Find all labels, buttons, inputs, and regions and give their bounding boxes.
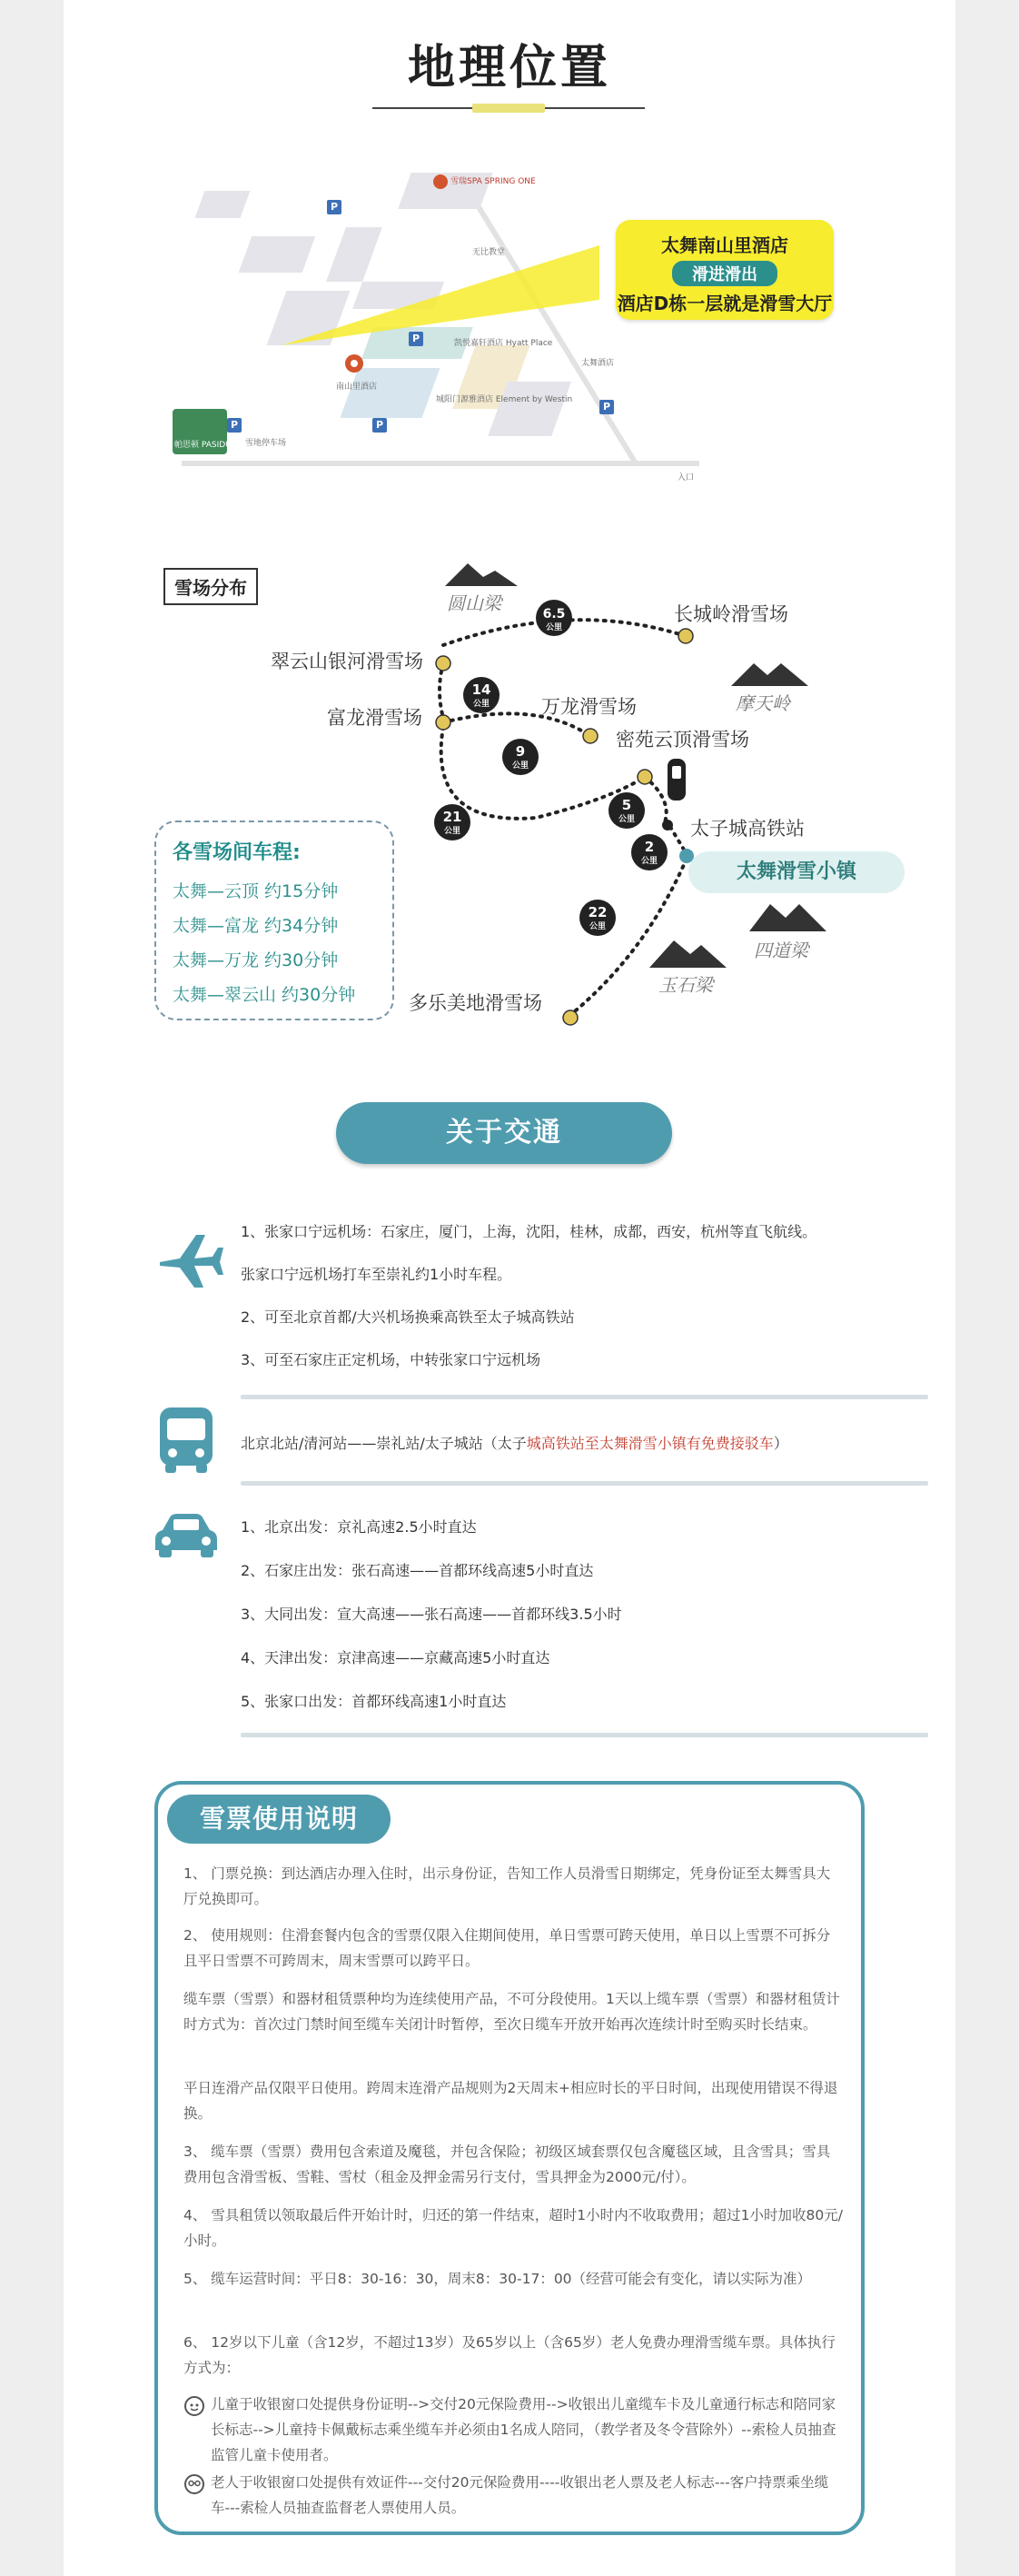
- plane-line: 2、可至北京首都/大兴机场换乘高铁至太子城高铁站: [241, 1308, 575, 1326]
- section-divider: [241, 1481, 928, 1486]
- train-line: [241, 1432, 788, 1453]
- car-line: 1、北京出发：京礼高速2.5小时直达: [241, 1518, 477, 1536]
- resort-label: 翠云山银河滑雪场: [271, 651, 423, 672]
- resort-label: 长城岭滑雪场: [674, 603, 788, 625]
- bus-icon: [154, 1404, 218, 1480]
- svg-text:公里: 公里: [472, 700, 490, 709]
- nanshanli-label: 南山里酒店: [336, 383, 378, 392]
- svg-text:22: 22: [588, 904, 608, 920]
- mountain-label: 摩天岭: [736, 692, 790, 714]
- svg-text:9: 9: [515, 743, 526, 760]
- section-divider: [241, 1395, 928, 1399]
- parking-icon: P: [227, 418, 242, 433]
- car-line: 3、大同出发：宣大高速——张石高速——首都环线3.5小时: [241, 1606, 622, 1623]
- svg-text:公里: 公里: [589, 922, 607, 931]
- drive-time-line: 太舞—云顶 约15分钟: [173, 881, 339, 901]
- car-line: 4、天津出发：京津高速——京藏高速5小时直达: [241, 1649, 550, 1666]
- resort-label: 太子城高铁站: [690, 818, 805, 840]
- page-title: 地理位置: [407, 41, 611, 95]
- car-line: 2、石家庄出发：张石高速——首都环线高速5小时直达: [241, 1562, 594, 1579]
- train-line-text: 北京北站/清河站——崇礼站/太子城站（太子: [241, 1435, 527, 1452]
- parking-icon: P: [372, 418, 387, 433]
- taiwu-town-highlight: 太舞滑雪小镇: [688, 851, 905, 893]
- plane-line: 1、张家口宁远机场：石家庄，厦门，上海，沈阳，桂林，成都，西安，杭州等直飞航线。: [241, 1223, 817, 1240]
- resort-label: 密苑云顶滑雪场: [616, 729, 749, 751]
- callout-description: 酒店D栋一层就是滑雪大厅: [617, 293, 833, 314]
- plane-icon: [153, 1222, 225, 1298]
- taiwu-hotel-label: 太舞酒店: [581, 359, 615, 368]
- resort-label: 多乐美地滑雪场: [409, 992, 542, 1014]
- drive-time-line: 太舞—万龙 约30分钟: [173, 950, 339, 970]
- drive-time-line: 太舞—富龙 约34分钟: [173, 916, 339, 936]
- title-accent-bar: [472, 104, 545, 113]
- parking-icon: P: [327, 200, 341, 214]
- ski-map-tag: 雪场分布: [163, 568, 258, 605]
- ticket-title: 雪票使用说明: [167, 1795, 391, 1844]
- elder-icon: [183, 2473, 205, 2499]
- ticket-paragraph: 4、 雪具租赁以领取最后件开始计时，归还的第一件结束，超时1小时内不收取费用；超过1小时加收80元/小时。: [183, 2207, 843, 2249]
- svg-text:公里: 公里: [511, 761, 529, 771]
- callout-pointer: [282, 245, 599, 345]
- parking-label: 雪地停车场: [245, 439, 287, 448]
- svg-text:公里: 公里: [618, 815, 636, 824]
- hyatt-label: 凯悦嘉轩酒店 Hyatt Place: [454, 339, 553, 348]
- resort-label: 富龙滑雪场: [327, 707, 422, 729]
- pasidun-label: 帕思顿 PASIDUN: [174, 441, 238, 450]
- shuttle-note: 城高铁站至太舞滑雪小镇有免费接驳车: [526, 1435, 774, 1452]
- entrance-label: 入口: [678, 473, 695, 482]
- ticket-paragraph: 儿童于收银窗口处提供身份证明-->交付20元保险费用-->收银出儿童缆车卡及儿童通行标志和陪同家长标志-->儿童持卡佩戴标志乘坐缆车并必须由1名成人陪同，（教学者及冬令营除外）--索检人员抽查监管儿童卡使用者。: [211, 2396, 836, 2463]
- ticket-paragraph: 6、 12岁以下儿童（含12岁，不超过13岁）及65岁以上（含65岁）老人免费办理滑雪缆车票。具体执行方式为：: [183, 2334, 836, 2376]
- ticket-paragraph: 平日连滑产品仅限平日使用。跨周末连滑产品规则为2天周末+相应时长的平日时间，出现使用错误不得退换。: [183, 2080, 838, 2122]
- drive-time-box: [154, 821, 394, 1020]
- content-card: [64, 0, 955, 2576]
- ticket-paragraph: 5、 缆车运营时间：平日8：30-16：30，周末8：30-17：00（经营可能会有变化，请以实际为准）: [183, 2271, 812, 2287]
- car-icon: [150, 1508, 223, 1566]
- svg-text:6.5: 6.5: [542, 607, 566, 622]
- svg-text:5: 5: [621, 797, 632, 813]
- mountain-label: 圆山梁: [447, 592, 501, 614]
- svg-text:公里: 公里: [443, 827, 461, 836]
- left-gutter: [0, 0, 64, 2576]
- svg-text:公里: 公里: [640, 857, 658, 866]
- svg-text:2: 2: [644, 839, 655, 855]
- callout-hotel-name: 太舞南山里酒店: [661, 234, 788, 256]
- right-gutter: [955, 0, 1019, 2576]
- drive-time-heading: 各雪场间车程:: [173, 841, 301, 864]
- chapel-label: 无比教堂: [472, 248, 506, 257]
- svg-text:公里: 公里: [545, 623, 563, 632]
- drive-time-line: 太舞—翠云山 约30分钟: [173, 985, 356, 1005]
- svg-text:14: 14: [471, 681, 491, 698]
- ticket-paragraph: 1、 门票兑换：到达酒店办理入住时，出示身份证，告知工作人员滑雪日期绑定，凭身份证至太舞雪具大厅兑换即可。: [183, 1865, 831, 1907]
- car-line: 5、张家口出发：首都环线高速1小时直达: [241, 1693, 507, 1710]
- ticket-paragraph: 2、 使用规则：住滑套餐内包含的雪票仅限入住期间使用，单日雪票可跨天使用，单日以上雪票不可拆分且平日雪票不可跨周末，周末雪票可以跨平日。: [183, 1927, 831, 1969]
- mountain-label: 玉石梁: [658, 974, 713, 996]
- ticket-paragraph: 缆车票（雪票）和器材租赁票种均为连续使用产品，不可分段使用。1天以上缆车票（雪票）和器材租赁计时方式为：首次过门禁时间至缆车关闭计时暂停，至次日缆车开放开始再次连续计时至购买时长结束。: [183, 1991, 840, 2033]
- child-icon: [183, 2395, 205, 2421]
- ticket-paragraph: 老人于收银窗口处提供有效证件---交付20元保险费用----收银出老人票及老人标志---客户持票乘坐缆车---索检人员抽查监督老人票使用人员。: [211, 2474, 829, 2516]
- spa-label: 雪瑞SPA SPRING ONE: [450, 177, 536, 186]
- parking-icon: P: [409, 332, 423, 346]
- svg-text:21: 21: [442, 809, 462, 825]
- section-divider: [241, 1733, 928, 1737]
- resort-label: 万龙滑雪场: [541, 696, 637, 718]
- plane-line: 3、可至石家庄正定机场，中转张家口宁远机场: [241, 1351, 541, 1368]
- element-label: 城阳门源雅酒店 Element by Westin: [436, 395, 573, 404]
- plane-line: 张家口宁远机场打车至崇礼约1小时车程。: [241, 1266, 512, 1283]
- parking-icon: P: [599, 400, 614, 414]
- callout-badge: 滑进滑出: [672, 261, 777, 286]
- hotel-callout: [616, 220, 834, 320]
- ticket-paragraph: 3、 缆车票（雪票）费用包含索道及魔毯，并包含保险；初级区域套票仅包含魔毯区域，且含雪具；雪具费用包含滑雪板、雪鞋、雪杖（租金及押金需另行支付，雪具押金为2000元/付）。: [183, 2143, 831, 2185]
- mountain-label: 四道梁: [754, 940, 808, 961]
- transport-title: 关于交通: [336, 1102, 672, 1164]
- train-line-suffix: ）: [773, 1435, 788, 1452]
